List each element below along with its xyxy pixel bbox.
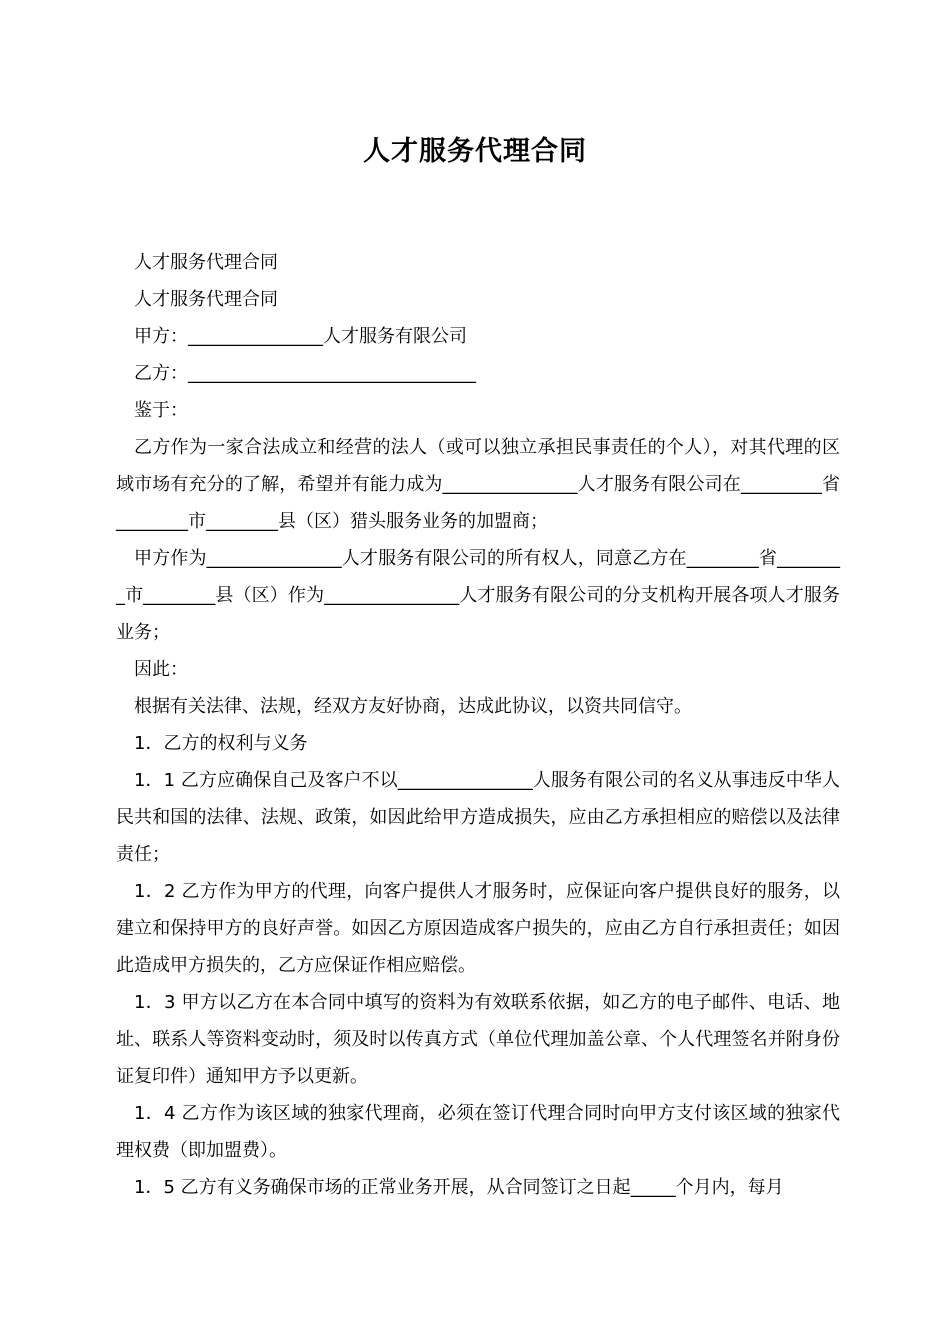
party-b-line: 乙方：________________________________: [134, 363, 476, 384]
document-body: [116, 244, 840, 1206]
heading-line: 人才服务代理合同: [134, 252, 278, 273]
heading-line: 人才服务代理合同: [134, 289, 278, 310]
party-a-line: 甲方：_______________人才服务有限公司: [134, 326, 467, 347]
section-heading: 1．乙方的权利与义务: [134, 733, 308, 754]
therefore-label: 因此：: [134, 659, 188, 680]
whereas-party-b-paragraph: 乙方作为一家合法成立和经营的法人（或可以独立承担民事责任的个人），对其代理的区域市场有充分的了解，希望并有能力成为_______________人才服务有限公司在_________省________市________县（区）猎头服务业务的加盟商；: [116, 437, 840, 532]
document-title: 人才服务代理合同: [363, 136, 587, 167]
whereas-label: 鉴于：: [134, 400, 188, 421]
clause-1-4: 1．4 乙方作为该区域的独家代理商，必须在签订代理合同时向甲方支付该区域的独家代理权费（即加盟费）。: [116, 1103, 840, 1161]
whereas-party-a-paragraph: 甲方作为_______________人才服务有限公司的所有权人，同意乙方在________省________市________县（区）作为_______________人才服务有限公司的分支机构开展各项人才服务业务；: [116, 548, 840, 643]
agreement-basis-paragraph: 根据有关法律、法规，经双方友好协商，达成此协议，以资共同信守。: [134, 696, 692, 717]
clause-1-2: 1．2 乙方作为甲方的代理，向客户提供人才服务时，应保证向客户提供良好的服务，以建立和保持甲方的良好声誉。如因乙方原因造成客户损失的，应由乙方自行承担责任；如因此造成甲方损失的，乙方应保证作相应赔偿。: [116, 881, 840, 976]
clause-1-1: 1．1 乙方应确保自己及客户不以_______________人服务有限公司的名义从事违反中华人民共和国的法律、法规、政策，如因此给甲方造成损失，应由乙方承担相应的赔偿以及法律责任；: [116, 770, 840, 865]
clause-1-5: 1．5 乙方有义务确保市场的正常业务开展，从合同签订之日起_____个月内，每月: [134, 1177, 784, 1198]
clause-1-3: 1．3 甲方以乙方在本合同中填写的资料为有效联系依据，如乙方的电子邮件、电话、地址、联系人等资料变动时，须及时以传真方式（单位代理加盖公章、个人代理签名并附身份证复印件）通知甲方予以更新。: [116, 992, 840, 1087]
